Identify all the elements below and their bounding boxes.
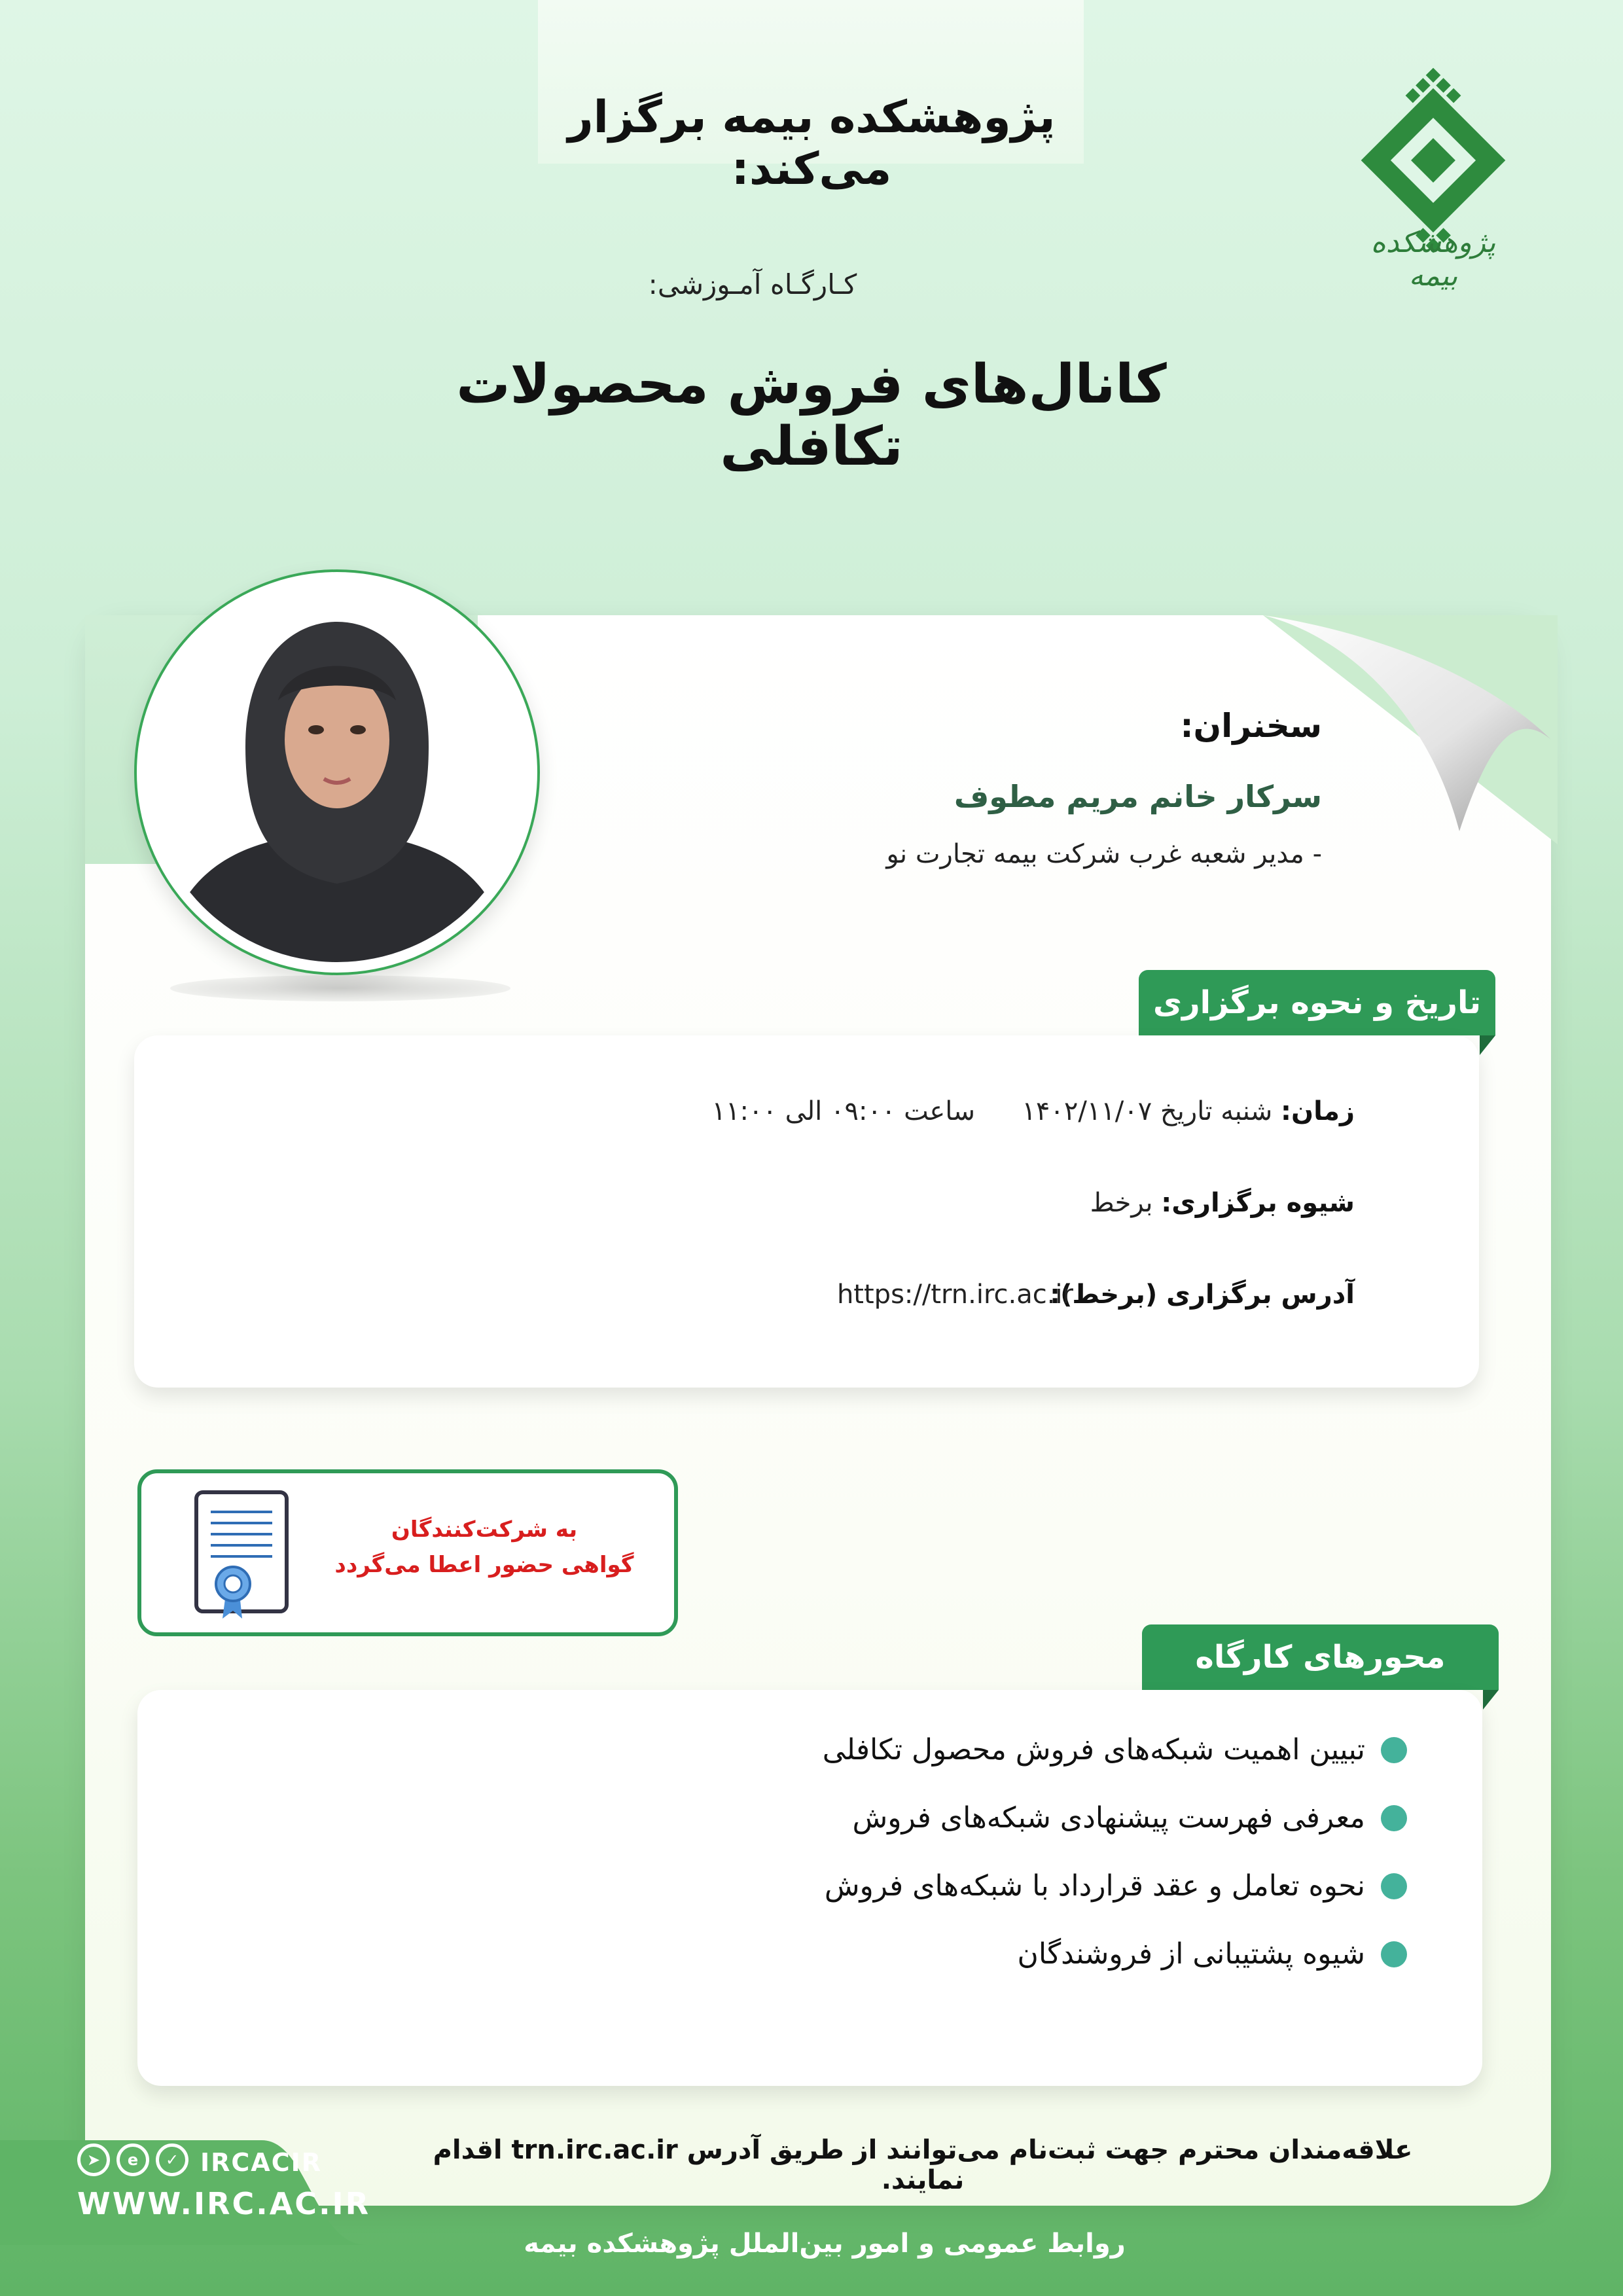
speaker-name: سرکار خانم مریم مطوف <box>954 779 1322 814</box>
eitaa-icon[interactable]: e <box>116 2144 149 2176</box>
topic-item: نحوه تعامل و عقد قرارداد با شبکه‌های فروش <box>825 1869 1407 1903</box>
topics-tab: محورهای کارگاه <box>1142 1624 1499 1690</box>
event-type-label: کـارگـاه آمـوزشی: <box>648 268 857 300</box>
speaker-label: سخنران: <box>1180 707 1322 745</box>
speaker-portrait-icon <box>147 583 527 962</box>
address-link[interactable]: https://trn.irc.ac.ir <box>836 1280 1073 1310</box>
logo-wordmark: پژوهشکده بیمه <box>1370 226 1496 293</box>
topics-tab-fold <box>1483 1690 1499 1710</box>
mode-row <box>1090 1188 1355 1218</box>
schedule-tab: تاریخ و نحوه برگزاری <box>1139 970 1495 1035</box>
address-label: آدرس برگزاری (برخط): <box>1050 1280 1355 1310</box>
social-handle: IRCACIR <box>200 2148 322 2177</box>
bullet-icon <box>1381 1941 1407 1967</box>
telegram-icon[interactable]: ➤ <box>77 2144 110 2176</box>
topic-item: شیوه پشتیبانی از فروشندگان <box>1018 1937 1407 1971</box>
date-value: شنبه تاریخ ۱۴۰۲/۱۱/۰۷ <box>1022 1096 1273 1126</box>
social-icons <box>77 2144 188 2176</box>
topic-item: معرفی فهرست پیشنهادی شبکه‌های فروش <box>852 1801 1407 1835</box>
schedule-tab-fold <box>1480 1035 1495 1055</box>
event-title: کانال‌های فروش محصولات تکافلی <box>456 353 1167 478</box>
mode-label: شیوه برگزاری: <box>1161 1188 1355 1218</box>
photo-shadow <box>170 975 510 1001</box>
registration-note: علاقه‌مندان محترم جهت ثبت‌نام می‌توانند از طریق آدرس trn.irc.ac.ir اقدام نمایند. <box>433 2135 1413 2195</box>
soroush-icon[interactable]: ✓ <box>156 2144 188 2176</box>
speaker-role: - مدیر شعبه غرب شرکت بیمه تجارت نو <box>886 839 1322 869</box>
certificate-note: به شرکت‌کنندگان گواهی حضور اعطا می‌گردد <box>334 1516 634 1578</box>
hours-value: ساعت ۰۹:۰۰ الی ۱۱:۰۰ <box>711 1096 975 1126</box>
speaker-photo <box>147 583 527 962</box>
bullet-icon <box>1381 1737 1407 1763</box>
footer-credit: روابط عمومی و امور بین‌الملل پژوهشکده بیمه <box>524 2229 1126 2259</box>
topic-item: تبیین اهمیت شبکه‌های فروش محصول تکافلی <box>823 1733 1407 1767</box>
time-label: زمان: <box>1281 1096 1355 1126</box>
time-row <box>1022 1096 1355 1126</box>
bullet-icon <box>1381 1873 1407 1899</box>
footer-wave <box>0 2114 366 2245</box>
website-link[interactable]: WWW.IRC.AC.IR <box>77 2186 371 2221</box>
bullet-icon <box>1381 1805 1407 1831</box>
certificate-icon <box>190 1489 294 1620</box>
mode-value: برخط <box>1090 1188 1153 1218</box>
organizer-heading: پژوهشکده بیمه برگزار می‌کند: <box>567 92 1056 195</box>
